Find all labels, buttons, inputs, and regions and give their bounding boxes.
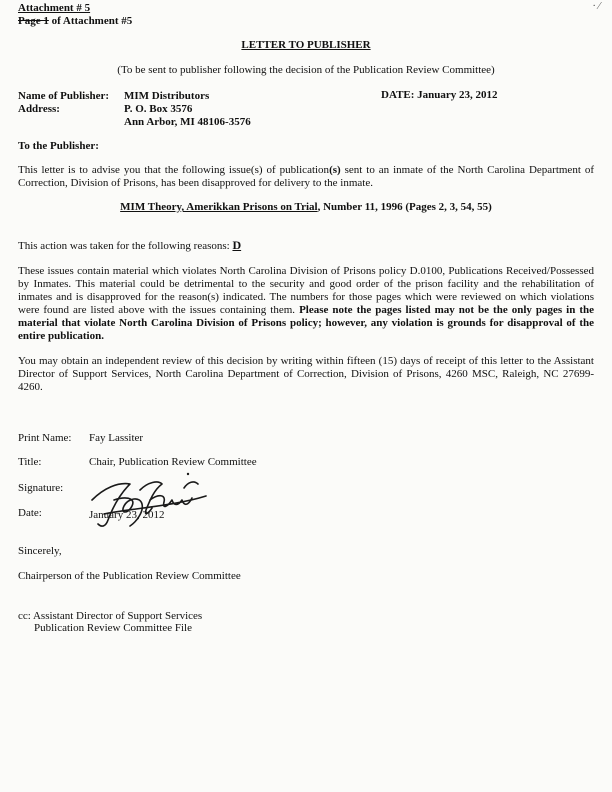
page-of-attachment: of Attachment #5 bbox=[48, 15, 133, 27]
date-value: January 23, 2012 bbox=[417, 89, 498, 101]
publication-title: MIM Theory, Amerikkan Prisons on Trial bbox=[120, 201, 318, 213]
address-line-1: P. O. Box 3576 bbox=[124, 103, 193, 115]
print-name-value: Fay Lassiter bbox=[89, 432, 144, 444]
attachment-label: Attachment # 5 bbox=[18, 2, 91, 14]
signature-label: Signature: bbox=[18, 482, 64, 494]
page-number: Page 1 bbox=[18, 15, 49, 27]
letter-title: LETTER TO PUBLISHER bbox=[241, 39, 371, 51]
address-label: Address: bbox=[18, 103, 60, 115]
date-label: DATE: bbox=[381, 89, 415, 101]
letter-date bbox=[381, 89, 498, 102]
reasons-line bbox=[18, 239, 241, 253]
policy-text: These issues contain material which violates North Carolina Division of Prisons policy D.0100, Publications Received/Possessed by Inmates. This material could be detrimental to the security and good order of the prison facility and the rehabilitation of inmates and is disapproved for the reason(s) indicated. The numbers for those pages which were reviewed on which violations were found are listed above with the issues containing them. bbox=[18, 265, 594, 316]
handwritten-signature bbox=[84, 470, 214, 532]
print-name-label: Print Name: bbox=[18, 432, 72, 444]
corner-mark: · ⁄ bbox=[592, 1, 600, 12]
policy-note-bold: Please note the pages listed may not be the only pages in the material that violate North Carolina Division of Prisons policy; however, any violation is grounds for disapproval of the entire publication. bbox=[18, 304, 595, 342]
policy-paragraph bbox=[18, 265, 594, 343]
cc-line-2: Publication Review Committee File bbox=[34, 622, 192, 634]
intro-text-2: sent to an inmate of the North Carolina Department of Correction, Division of Prisons, has been disapproved for delivery to the inmate. bbox=[18, 164, 594, 189]
reason-code: D bbox=[232, 238, 242, 252]
review-paragraph: You may obtain an independent review of this decision by writing within fifteen (15) days of receipt of this letter to the Assistant Director of Support Services, North Carolina Department of Correction, Division of Prisons, 4260 MSC, Raleigh, NC 27699-4260. bbox=[18, 355, 594, 393]
date-value-signature: January 23, 2012 bbox=[89, 509, 165, 521]
publisher-name-label: Name of Publisher: bbox=[18, 90, 110, 102]
publication-details: , Number 11, 1996 (Pages 2, 3, 54, 55) bbox=[317, 201, 492, 213]
address-line-2: Ann Arbor, MI 48106-3576 bbox=[124, 116, 251, 128]
closing: Sincerely, bbox=[18, 545, 62, 557]
date-label-signature: Date: bbox=[18, 507, 42, 519]
publication-line bbox=[0, 201, 612, 214]
reasons-text: This action was taken for the following reasons: bbox=[18, 240, 230, 252]
cc-line-1: cc: Assistant Director of Support Services bbox=[18, 610, 203, 622]
intro-paragraph bbox=[18, 164, 594, 190]
title-value: Chair, Publication Review Committee bbox=[89, 456, 257, 468]
closing-title: Chairperson of the Publication Review Committee bbox=[18, 570, 241, 582]
letter-subtitle: (To be sent to publisher following the decision of the Publication Review Committee) bbox=[117, 64, 495, 76]
title-label: Title: bbox=[18, 456, 42, 468]
salutation: To the Publisher: bbox=[18, 140, 99, 152]
intro-text-1: This letter is to advise you that the following issue(s) of publication bbox=[18, 164, 330, 176]
publisher-name: MIM Distributors bbox=[124, 90, 210, 102]
intro-text-bold: (s) bbox=[329, 164, 341, 176]
page-indicator bbox=[18, 15, 132, 28]
